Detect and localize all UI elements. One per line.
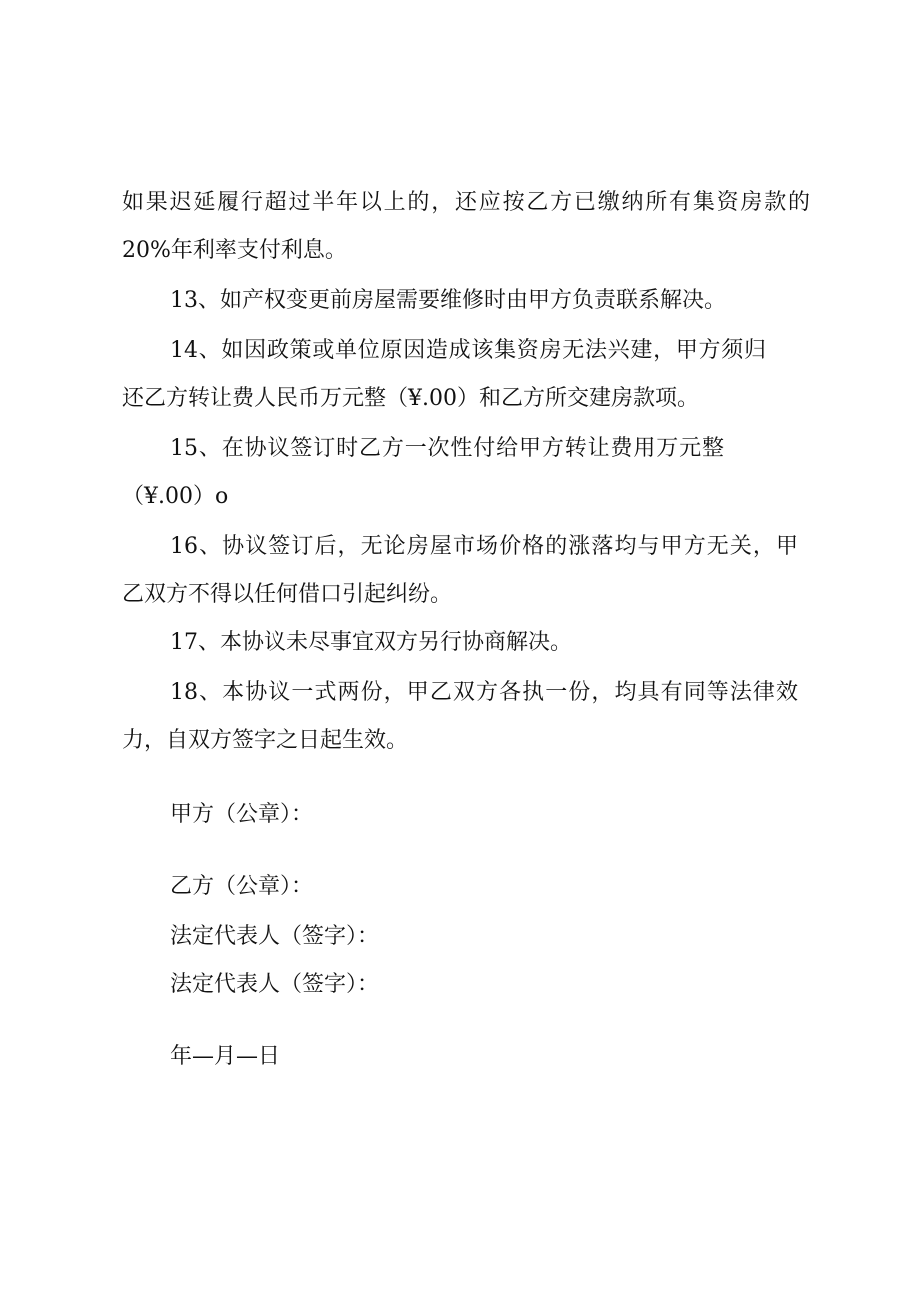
- clause-14: 14、如因政策或单位原因造成该集资房无法兴建，甲方须归: [170, 338, 766, 363]
- paragraph-line: 力，自双方签字之日起生效。: [122, 728, 409, 753]
- clause-16: 16、协议签订后，无论房屋市场价格的涨落均与甲方无关，甲: [170, 534, 798, 559]
- paragraph-line: 20%年利率支付利息。: [122, 238, 347, 263]
- paragraph-line: 还乙方转让费人民币万元整（¥.00）和乙方所交建房款项。: [122, 386, 699, 411]
- paragraph-line: （¥.00）o: [122, 484, 229, 509]
- legal-rep-signature: 法定代表人（签字）：: [170, 924, 380, 949]
- party-a-seal: 甲方（公章）：: [170, 802, 314, 827]
- legal-rep-signature: 法定代表人（签字）：: [170, 972, 380, 997]
- paragraph-line: 乙双方不得以任何借口引起纠纷。: [122, 582, 453, 607]
- paragraph-line: 如果迟延履行超过半年以上的，还应按乙方已缴纳所有集资房款的: [122, 190, 810, 215]
- clause-15: 15、在协议签订时乙方一次性付给甲方转让费用万元整: [170, 436, 724, 461]
- party-b-seal: 乙方（公章）：: [170, 874, 314, 899]
- signing-date: 年—月—日: [170, 1044, 281, 1069]
- clause-13: 13、如产权变更前房屋需要维修时由甲方负责联系解决。: [170, 288, 726, 313]
- clause-17: 17、本协议未尽事宜双方另行协商解决。: [170, 630, 572, 655]
- clause-18: 18、本协议一式两份，甲乙双方各执一份，均具有同等法律效: [170, 680, 798, 705]
